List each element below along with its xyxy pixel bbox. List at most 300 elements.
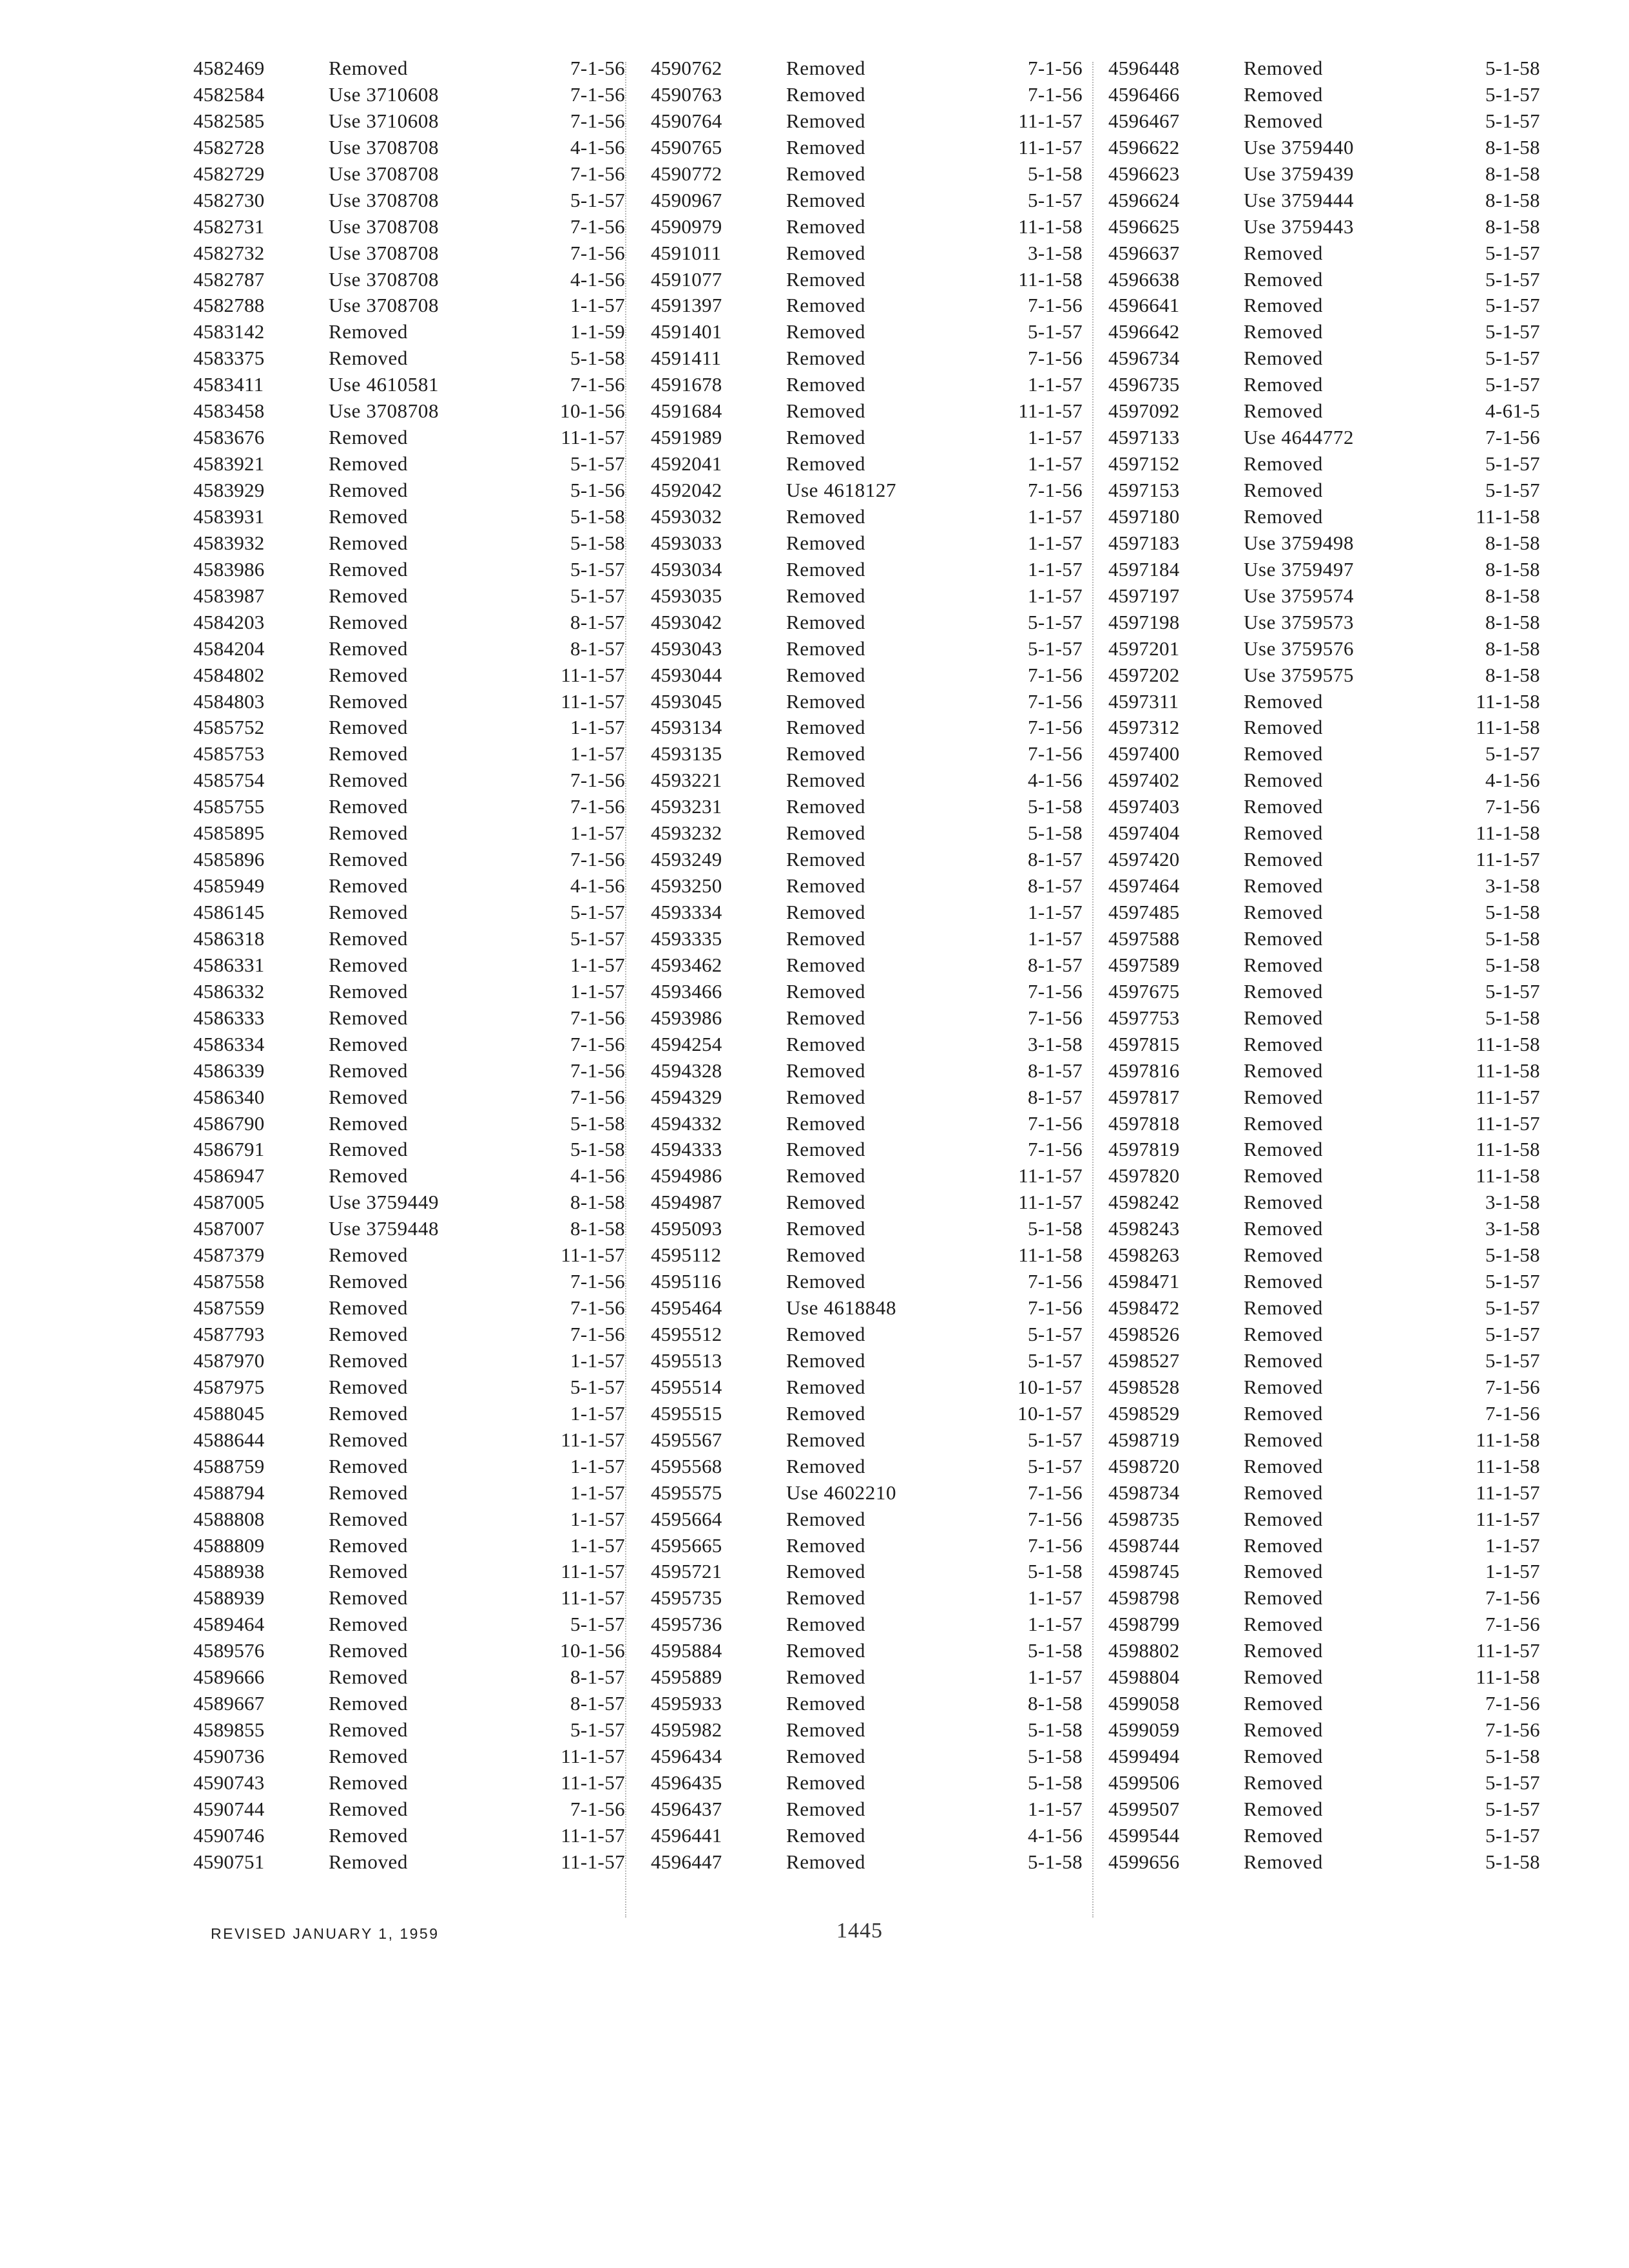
part-status: Removed (786, 1692, 866, 1715)
effective-date: 11-1-58 (1476, 1164, 1540, 1187)
part-status: Removed (786, 1823, 866, 1847)
part-entry (644, 1823, 1102, 1849)
effective-date: 8-1-57 (570, 1666, 625, 1689)
effective-date: 5-1-57 (570, 927, 625, 950)
part-number: 4597816 (1108, 1059, 1180, 1082)
part-status: Removed (329, 1771, 409, 1794)
effective-date: 7-1-56 (1027, 1111, 1083, 1135)
part-number: 4590764 (651, 109, 722, 132)
part-status: Removed (1244, 1533, 1324, 1557)
effective-date: 7-1-56 (570, 373, 625, 396)
effective-date: 3-1-58 (1485, 1191, 1540, 1214)
effective-date: 8-1-57 (1027, 848, 1083, 871)
part-entry (187, 1348, 644, 1374)
part-number: 4591684 (651, 399, 722, 423)
effective-date: 11-1-57 (561, 1850, 625, 1873)
part-status: Removed (329, 1006, 409, 1029)
part-status: Removed (329, 1138, 409, 1161)
part-number: 4590772 (651, 162, 722, 185)
effective-date: 5-1-58 (570, 531, 625, 554)
part-number: 4599656 (1108, 1850, 1180, 1873)
part-status: Removed (786, 347, 866, 370)
part-entry (187, 1058, 644, 1084)
part-number: 4582788 (193, 294, 265, 317)
effective-date: 5-1-57 (570, 188, 625, 211)
part-number: 4593335 (651, 927, 722, 950)
part-number: 4587379 (193, 1244, 265, 1267)
part-number: 4591989 (651, 426, 722, 449)
effective-date: 7-1-56 (1485, 1586, 1540, 1610)
part-status: Removed (786, 1586, 866, 1610)
part-number: 4597753 (1108, 1006, 1180, 1029)
effective-date: 11-1-58 (1476, 822, 1540, 845)
part-entry (644, 1111, 1102, 1137)
effective-date: 1-1-57 (570, 1533, 625, 1557)
part-status: Use 3759574 (1244, 584, 1354, 607)
part-entry (1102, 530, 1540, 557)
effective-date: 10-1-57 (1017, 1375, 1083, 1398)
part-entry (644, 293, 1102, 319)
part-status: Removed (786, 1613, 866, 1636)
part-status: Removed (786, 637, 866, 660)
column-divider (625, 62, 626, 1917)
part-entry (1102, 899, 1540, 926)
part-entry (1102, 1005, 1540, 1032)
part-status: Removed (329, 347, 409, 370)
part-status: Removed (786, 57, 866, 79)
part-entry (187, 372, 644, 398)
part-status: Removed (786, 320, 866, 343)
part-entry (1102, 451, 1540, 477)
part-number: 4596637 (1108, 241, 1180, 264)
part-entry (644, 135, 1102, 161)
effective-date: 5-1-58 (1485, 927, 1540, 950)
part-entry (644, 1084, 1102, 1111)
effective-date: 8-1-57 (570, 1692, 625, 1715)
part-number: 4597197 (1108, 584, 1180, 607)
part-entry (644, 847, 1102, 873)
part-status: Removed (329, 927, 409, 950)
part-number: 4594986 (651, 1164, 722, 1187)
effective-date: 5-1-57 (1027, 1323, 1083, 1345)
part-entry (1102, 187, 1540, 214)
part-entry (644, 1717, 1102, 1744)
part-status: Removed (1244, 1164, 1324, 1187)
effective-date: 1-1-57 (570, 822, 625, 845)
part-number: 4597400 (1108, 742, 1180, 765)
part-status: Removed (786, 135, 866, 159)
effective-date: 5-1-57 (1485, 241, 1540, 264)
part-entry (1102, 926, 1540, 952)
part-number: 4590763 (651, 82, 722, 106)
part-entry (187, 952, 644, 979)
part-status: Removed (1244, 1006, 1324, 1029)
part-status: Removed (786, 1085, 866, 1108)
effective-date: 11-1-58 (1476, 1138, 1540, 1161)
part-entry (187, 1664, 644, 1691)
effective-date: 5-1-58 (1027, 1217, 1083, 1240)
effective-date: 1-1-57 (1485, 1533, 1540, 1557)
part-number: 4596467 (1108, 109, 1180, 132)
effective-date: 4-1-56 (1027, 769, 1083, 792)
part-entry (644, 662, 1102, 689)
part-entry (1102, 1321, 1540, 1348)
part-entry (187, 715, 644, 741)
effective-date: 5-1-57 (570, 452, 625, 476)
part-entry (187, 82, 644, 108)
part-number: 4583676 (193, 426, 265, 449)
part-entry (1102, 372, 1540, 398)
part-entry (644, 1401, 1102, 1427)
part-entry (644, 451, 1102, 477)
part-entry (187, 1242, 644, 1269)
part-entry (644, 1691, 1102, 1717)
part-status: Removed (329, 1164, 409, 1187)
part-status: Removed (329, 1244, 409, 1267)
part-number: 4588809 (193, 1533, 265, 1557)
part-number: 4583375 (193, 347, 265, 370)
effective-date: 1-1-57 (570, 294, 625, 317)
part-status: Use 3759439 (1244, 162, 1354, 185)
part-number: 4583411 (193, 373, 264, 396)
part-entry (644, 108, 1102, 135)
part-status: Removed (1244, 1481, 1324, 1504)
part-number: 4597201 (1108, 637, 1180, 660)
part-entry (187, 1269, 644, 1295)
part-entry (187, 108, 644, 135)
effective-date: 7-1-56 (570, 1006, 625, 1029)
part-status: Removed (786, 979, 866, 1003)
part-number: 4598527 (1108, 1349, 1180, 1372)
part-entry (187, 451, 644, 477)
part-entry (1102, 767, 1540, 794)
part-entry (644, 477, 1102, 504)
part-status: Removed (329, 663, 409, 686)
part-entry (187, 1374, 644, 1401)
part-entry (644, 1849, 1102, 1876)
part-number: 4593250 (651, 874, 722, 898)
part-status: Removed (786, 241, 866, 264)
effective-date: 11-1-57 (1476, 1085, 1540, 1108)
part-entry (187, 1427, 644, 1454)
part-entry (187, 1744, 644, 1770)
effective-date: 4-1-56 (1485, 769, 1540, 792)
effective-date: 8-1-57 (570, 637, 625, 660)
part-entry (187, 1137, 644, 1163)
effective-date: 5-1-57 (1485, 452, 1540, 476)
part-entry (1102, 1796, 1540, 1823)
effective-date: 1-1-57 (1027, 557, 1083, 581)
part-entry (187, 767, 644, 794)
part-entry (1102, 1374, 1540, 1401)
part-status: Removed (1244, 716, 1324, 739)
effective-date: 8-1-58 (570, 1191, 625, 1214)
part-status: Removed (329, 426, 409, 449)
part-status: Use 3708708 (329, 215, 439, 238)
effective-date: 5-1-58 (1027, 162, 1083, 185)
part-entry (187, 1533, 644, 1559)
effective-date: 5-1-57 (1027, 320, 1083, 343)
part-number: 4598735 (1108, 1507, 1180, 1530)
part-status: Removed (786, 82, 866, 106)
part-number: 4585752 (193, 716, 265, 739)
part-entry (1102, 715, 1540, 741)
part-status: Removed (786, 663, 866, 686)
part-status: Use 3759444 (1244, 188, 1354, 211)
part-entry (187, 1638, 644, 1664)
part-status: Removed (1244, 1428, 1324, 1451)
part-status: Removed (786, 505, 866, 528)
part-entry (1102, 82, 1540, 108)
part-entry (644, 794, 1102, 820)
part-entry (644, 1638, 1102, 1664)
part-entry (1102, 1611, 1540, 1638)
part-number: 4598528 (1108, 1375, 1180, 1398)
effective-date: 7-1-56 (570, 1323, 625, 1345)
part-number: 4583931 (193, 505, 265, 528)
part-entry (644, 1796, 1102, 1823)
part-entry (1102, 398, 1540, 425)
part-entry (644, 161, 1102, 187)
part-status: Use 3759440 (1244, 135, 1354, 159)
effective-date: 4-1-56 (570, 267, 625, 291)
part-status: Removed (1244, 1401, 1324, 1425)
part-entry (187, 135, 644, 161)
part-number: 4586332 (193, 979, 265, 1003)
effective-date: 11-1-57 (1018, 135, 1083, 159)
part-number: 4598472 (1108, 1296, 1180, 1320)
part-number: 4585755 (193, 795, 265, 818)
effective-date: 7-1-56 (1485, 1375, 1540, 1398)
part-status: Removed (786, 1797, 866, 1820)
part-status: Removed (329, 848, 409, 871)
part-status: Removed (786, 188, 866, 211)
part-number: 4595664 (651, 1507, 722, 1530)
part-entry (644, 1454, 1102, 1480)
effective-date: 1-1-57 (570, 716, 625, 739)
effective-date: 11-1-58 (1476, 1032, 1540, 1055)
part-status: Removed (329, 1401, 409, 1425)
part-entry (1102, 557, 1540, 583)
effective-date: 11-1-57 (1018, 1164, 1083, 1187)
part-status: Removed (329, 1323, 409, 1345)
effective-date: 5-1-57 (570, 901, 625, 923)
part-number: 4587005 (193, 1191, 265, 1214)
part-number: 4596441 (651, 1823, 722, 1847)
part-status: Removed (329, 769, 409, 792)
part-status: Removed (786, 1164, 866, 1187)
part-entry (1102, 1559, 1540, 1585)
effective-date: 11-1-57 (1476, 1481, 1540, 1504)
part-number: 4594987 (651, 1191, 722, 1214)
effective-date: 5-1-58 (1027, 795, 1083, 818)
effective-date: 11-1-57 (1476, 848, 1540, 871)
part-number: 4595933 (651, 1692, 722, 1715)
part-entry (187, 1823, 644, 1849)
effective-date: 11-1-57 (561, 1771, 625, 1794)
part-number: 4597815 (1108, 1032, 1180, 1055)
part-number: 4589576 (193, 1639, 265, 1662)
part-number: 4593045 (651, 689, 722, 713)
part-entry (187, 689, 644, 715)
part-entry (1102, 161, 1540, 187)
part-status: Removed (329, 637, 409, 660)
part-entry (187, 557, 644, 583)
part-status: Use 3708708 (329, 188, 439, 211)
part-entry (1102, 1084, 1540, 1111)
effective-date: 11-1-58 (1476, 1059, 1540, 1082)
part-status: Removed (1244, 399, 1324, 423)
effective-date: 11-1-58 (1476, 505, 1540, 528)
part-number: 4593034 (651, 557, 722, 581)
part-entry (1102, 240, 1540, 267)
part-number: 4595884 (651, 1639, 722, 1662)
effective-date: 7-1-56 (570, 1085, 625, 1108)
part-status: Use 4610581 (329, 373, 439, 396)
part-status: Removed (1244, 505, 1324, 528)
effective-date: 7-1-56 (1485, 1401, 1540, 1425)
part-number: 4588759 (193, 1454, 265, 1477)
part-number: 4589666 (193, 1666, 265, 1689)
part-status: Removed (329, 979, 409, 1003)
part-entry (187, 345, 644, 372)
part-status: Removed (1244, 82, 1324, 106)
part-status: Removed (786, 267, 866, 291)
effective-date: 11-1-57 (1476, 1111, 1540, 1135)
part-status: Removed (1244, 1639, 1324, 1662)
part-status: Removed (786, 215, 866, 238)
part-entry (187, 267, 644, 293)
part-number: 4589667 (193, 1692, 265, 1715)
effective-date: 7-1-56 (1027, 347, 1083, 370)
part-entry (644, 979, 1102, 1005)
part-entry (644, 1770, 1102, 1796)
part-number: 4599058 (1108, 1692, 1180, 1715)
part-status: Removed (329, 1296, 409, 1320)
part-number: 4596642 (1108, 320, 1180, 343)
part-number: 4598734 (1108, 1481, 1180, 1504)
part-entry (1102, 1770, 1540, 1796)
effective-date: 11-1-57 (561, 426, 625, 449)
part-number: 4595567 (651, 1428, 722, 1451)
part-number: 4587559 (193, 1296, 265, 1320)
effective-date: 5-1-57 (1485, 347, 1540, 370)
part-status: Removed (1244, 848, 1324, 871)
part-status: Removed (1244, 953, 1324, 976)
part-entry (1102, 1744, 1540, 1770)
part-status: Removed (1244, 742, 1324, 765)
effective-date: 8-1-57 (1027, 1059, 1083, 1082)
part-number: 4597589 (1108, 953, 1180, 976)
part-status: Removed (329, 1111, 409, 1135)
effective-date: 1-1-57 (1027, 373, 1083, 396)
part-entry (1102, 1058, 1540, 1084)
part-status: Removed (1244, 822, 1324, 845)
effective-date: 5-1-57 (570, 1613, 625, 1636)
part-status: Removed (786, 1217, 866, 1240)
effective-date: 1-1-57 (1485, 1560, 1540, 1583)
part-entry (1102, 662, 1540, 689)
part-number: 4597464 (1108, 874, 1180, 898)
part-number: 4593232 (651, 822, 722, 845)
part-status: Use 3708708 (329, 399, 439, 423)
part-entry (187, 583, 644, 610)
effective-date: 7-1-56 (1027, 1481, 1083, 1504)
part-number: 4593134 (651, 716, 722, 739)
effective-date: 1-1-57 (570, 1349, 625, 1372)
part-status: Removed (786, 373, 866, 396)
part-entry (187, 504, 644, 530)
part-entry (644, 1189, 1102, 1216)
effective-date: 10-1-56 (560, 1639, 625, 1662)
part-status: Removed (786, 162, 866, 185)
part-entry (1102, 1269, 1540, 1295)
effective-date: 3-1-58 (1485, 1217, 1540, 1240)
effective-date: 7-1-56 (1485, 1718, 1540, 1742)
part-status: Removed (786, 1138, 866, 1161)
effective-date: 5-1-58 (570, 505, 625, 528)
part-status: Removed (786, 953, 866, 976)
effective-date: 7-1-56 (1027, 479, 1083, 501)
effective-date: 11-1-57 (561, 1745, 625, 1767)
effective-date: 1-1-57 (1027, 531, 1083, 554)
part-number: 4597402 (1108, 769, 1180, 792)
part-status: Removed (786, 1375, 866, 1398)
part-number: 4590746 (193, 1823, 265, 1847)
effective-date: 7-1-56 (570, 215, 625, 238)
part-number: 4591397 (651, 294, 722, 317)
part-status: Removed (786, 1666, 866, 1689)
effective-date: 5-1-57 (1485, 373, 1540, 396)
part-entry (1102, 820, 1540, 847)
effective-date: 5-1-57 (1485, 1270, 1540, 1293)
effective-date: 5-1-57 (1485, 979, 1540, 1003)
part-status: Removed (786, 1771, 866, 1794)
part-entry (1102, 1533, 1540, 1559)
part-number: 4586340 (193, 1085, 265, 1108)
part-number: 4587970 (193, 1349, 265, 1372)
part-number: 4582584 (193, 82, 265, 106)
part-status: Removed (1244, 1111, 1324, 1135)
part-number: 4598745 (1108, 1560, 1180, 1583)
part-entry (187, 240, 644, 267)
effective-date: 1-1-57 (1027, 1666, 1083, 1689)
part-number: 4598802 (1108, 1639, 1180, 1662)
part-status: Removed (786, 1059, 866, 1082)
part-status: Removed (329, 689, 409, 713)
part-entry (1102, 1242, 1540, 1269)
part-number: 4592041 (651, 452, 722, 476)
part-number: 4597152 (1108, 452, 1180, 476)
part-number: 4596624 (1108, 188, 1180, 211)
effective-date: 7-1-56 (570, 1296, 625, 1320)
effective-date: 5-1-58 (570, 347, 625, 370)
part-number: 4582728 (193, 135, 265, 159)
part-status: Removed (786, 1401, 866, 1425)
part-number: 4596447 (651, 1850, 722, 1873)
effective-date: 11-1-57 (561, 663, 625, 686)
part-entry (187, 926, 644, 952)
part-status: Removed (329, 1718, 409, 1742)
part-number: 4594328 (651, 1059, 722, 1082)
effective-date: 11-1-57 (1476, 1507, 1540, 1530)
part-number: 4595112 (651, 1244, 722, 1267)
effective-date: 11-1-57 (1018, 109, 1083, 132)
part-status: Use 3708708 (329, 135, 439, 159)
part-status: Removed (329, 742, 409, 765)
effective-date: 5-1-58 (1485, 1244, 1540, 1267)
effective-date: 4-1-56 (570, 1164, 625, 1187)
